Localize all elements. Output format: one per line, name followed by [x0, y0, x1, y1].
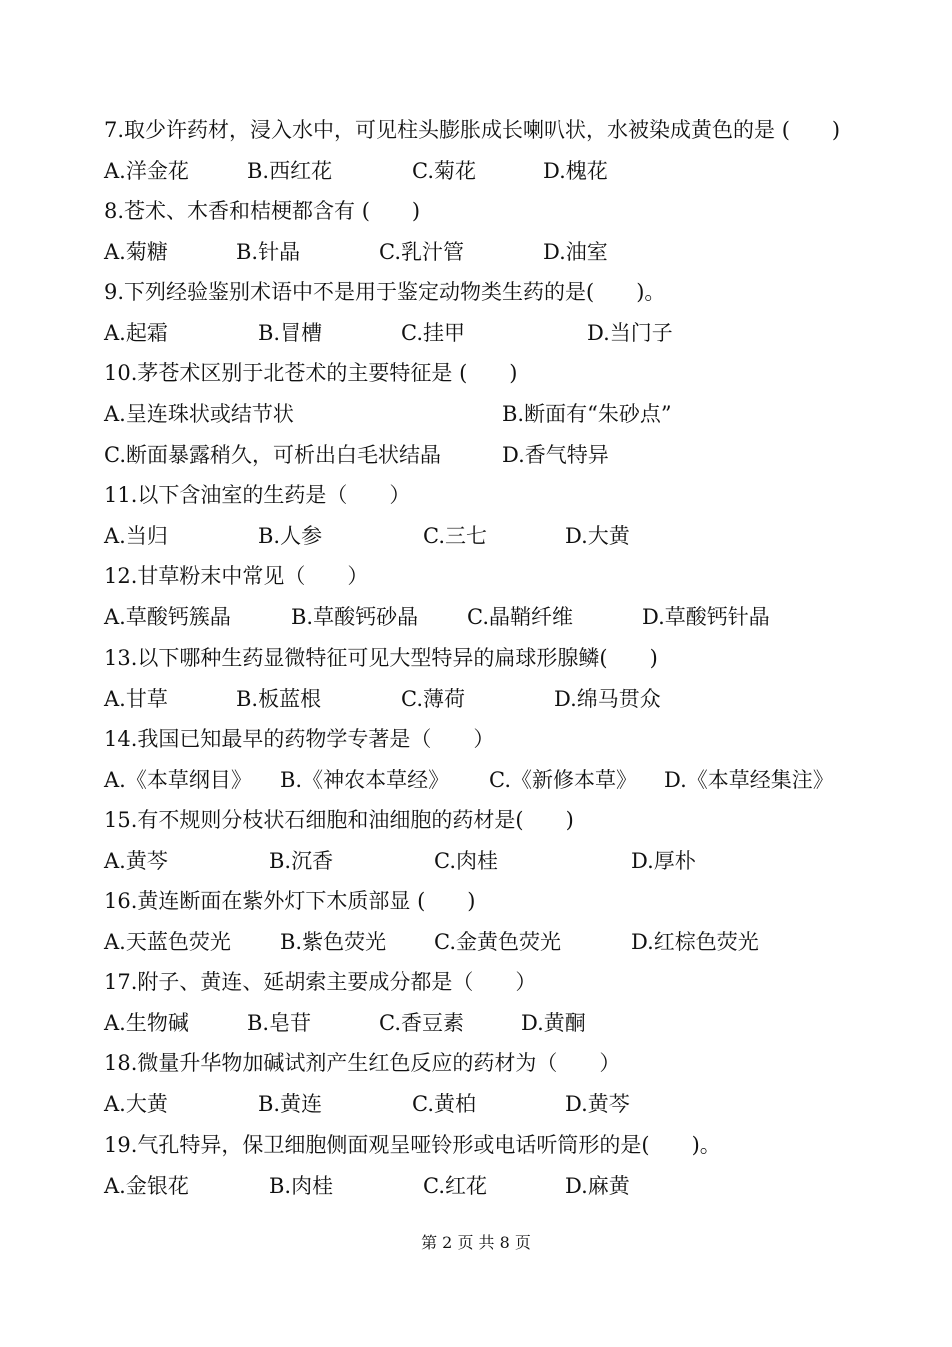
option-c: C.断面暴露稍久，可析出白毛状结晶 — [104, 443, 441, 467]
question-11-stem: 11.以下含油室的生药是（ ） — [104, 483, 411, 507]
option-a: A.大黄 — [104, 1092, 168, 1116]
option-b: B.西红花 — [247, 159, 333, 183]
option-d: D.当门子 — [587, 321, 673, 345]
option-d: D.黄酮 — [521, 1011, 586, 1035]
option-b: B.肉桂 — [269, 1174, 334, 1198]
option-b: B.针晶 — [236, 240, 301, 264]
option-b: B.冒槽 — [258, 321, 323, 345]
option-a: A.金银花 — [104, 1174, 189, 1198]
option-a: A.甘草 — [104, 687, 168, 711]
option-c: C.香豆素 — [379, 1011, 464, 1035]
option-c: C.挂甲 — [401, 321, 465, 345]
question-7-options — [104, 157, 904, 185]
question-11-options — [104, 522, 904, 550]
page-number-footer: 第 2 页 共 8 页 — [421, 1233, 531, 1252]
option-a: A.草酸钙簇晶 — [104, 605, 231, 629]
question-17-stem: 17.附子、黄连、延胡索主要成分都是（ ） — [104, 970, 537, 994]
question-10-options-row-1 — [104, 400, 904, 428]
option-b: B.草酸钙砂晶 — [291, 605, 419, 629]
option-d: D.草酸钙针晶 — [642, 605, 770, 629]
option-b: B.黄连 — [258, 1092, 323, 1116]
question-15-options — [104, 847, 904, 875]
option-b: B.沉香 — [269, 849, 334, 873]
option-a: A.洋金花 — [104, 159, 189, 183]
question-16-stem: 16.黄连断面在紫外灯下木质部显 ( ) — [104, 889, 476, 913]
option-a: A.起霜 — [104, 321, 168, 345]
question-10-options-row-2 — [104, 441, 904, 469]
option-c: C.《新修本草》 — [489, 768, 637, 792]
option-a: A.菊糖 — [104, 240, 168, 264]
question-15-stem: 15.有不规则分枝状石细胞和油细胞的药材是( ) — [104, 808, 574, 832]
question-9-options — [104, 319, 904, 347]
option-b: B.皂苷 — [247, 1011, 312, 1035]
option-a: A.《本草纲目》 — [104, 768, 252, 792]
question-16-options — [104, 928, 904, 956]
question-18-options — [104, 1090, 904, 1118]
question-8-stem: 8.苍术、木香和桔梗都含有 ( ) — [104, 199, 421, 223]
option-c: C.三七 — [423, 524, 487, 548]
question-12-options — [104, 603, 904, 631]
option-d: D.黄芩 — [565, 1092, 630, 1116]
option-a: A.当归 — [104, 524, 168, 548]
option-d: D.油室 — [543, 240, 608, 264]
question-9-stem: 9.下列经验鉴别术语中不是用于鉴定动物类生药的是( )。 — [104, 280, 666, 304]
option-d: D.红棕色荧光 — [631, 930, 759, 954]
option-c: C.金黄色荧光 — [434, 930, 561, 954]
option-d: D.槐花 — [543, 159, 608, 183]
option-d: D.香气特异 — [502, 443, 609, 467]
question-14-options — [104, 766, 904, 794]
option-c: C.黄柏 — [412, 1092, 476, 1116]
option-b: B.人参 — [258, 524, 323, 548]
option-b: B.板蓝根 — [236, 687, 322, 711]
option-d: D.麻黄 — [565, 1174, 630, 1198]
option-d: D.大黄 — [565, 524, 630, 548]
question-7-stem: 7.取少许药材，浸入水中，可见柱头膨胀成长喇叭状，水被染成黄色的是 ( ) — [104, 118, 841, 142]
question-17-options — [104, 1009, 904, 1037]
option-b: B.《神农本草经》 — [280, 768, 450, 792]
option-c: C.菊花 — [412, 159, 476, 183]
option-b: B.断面有“朱砂点” — [502, 402, 672, 426]
option-c: C.薄荷 — [401, 687, 465, 711]
option-a: A.呈连珠状或结节状 — [104, 402, 294, 426]
option-c: C.晶鞘纤维 — [467, 605, 573, 629]
option-c: C.肉桂 — [434, 849, 498, 873]
question-13-stem: 13.以下哪种生药显微特征可见大型特异的扁球形腺鳞( ) — [104, 646, 658, 670]
question-12-stem: 12.甘草粉末中常见（ ） — [104, 564, 369, 588]
option-a: A.生物碱 — [104, 1011, 189, 1035]
option-a: A.黄芩 — [104, 849, 168, 873]
question-19-stem: 19.气孔特异，保卫细胞侧面观呈哑铃形或电话听筒形的是( )。 — [104, 1133, 721, 1157]
option-a: A.天蓝色荧光 — [104, 930, 231, 954]
option-c: C.乳汁管 — [379, 240, 464, 264]
question-14-stem: 14.我国已知最早的药物学专著是（ ） — [104, 727, 495, 751]
question-10-stem: 10.茅苍术区别于北苍术的主要特征是 ( ) — [104, 361, 518, 385]
question-13-options — [104, 685, 904, 713]
option-d: D.《本草经集注》 — [664, 768, 834, 792]
question-8-options — [104, 238, 904, 266]
question-18-stem: 18.微量升华物加碱试剂产生红色反应的药材为（ ） — [104, 1051, 621, 1075]
option-c: C.红花 — [423, 1174, 487, 1198]
option-d: D.厚朴 — [631, 849, 696, 873]
option-d: D.绵马贯众 — [554, 687, 661, 711]
option-b: B.紫色荧光 — [280, 930, 387, 954]
question-19-options — [104, 1172, 904, 1200]
